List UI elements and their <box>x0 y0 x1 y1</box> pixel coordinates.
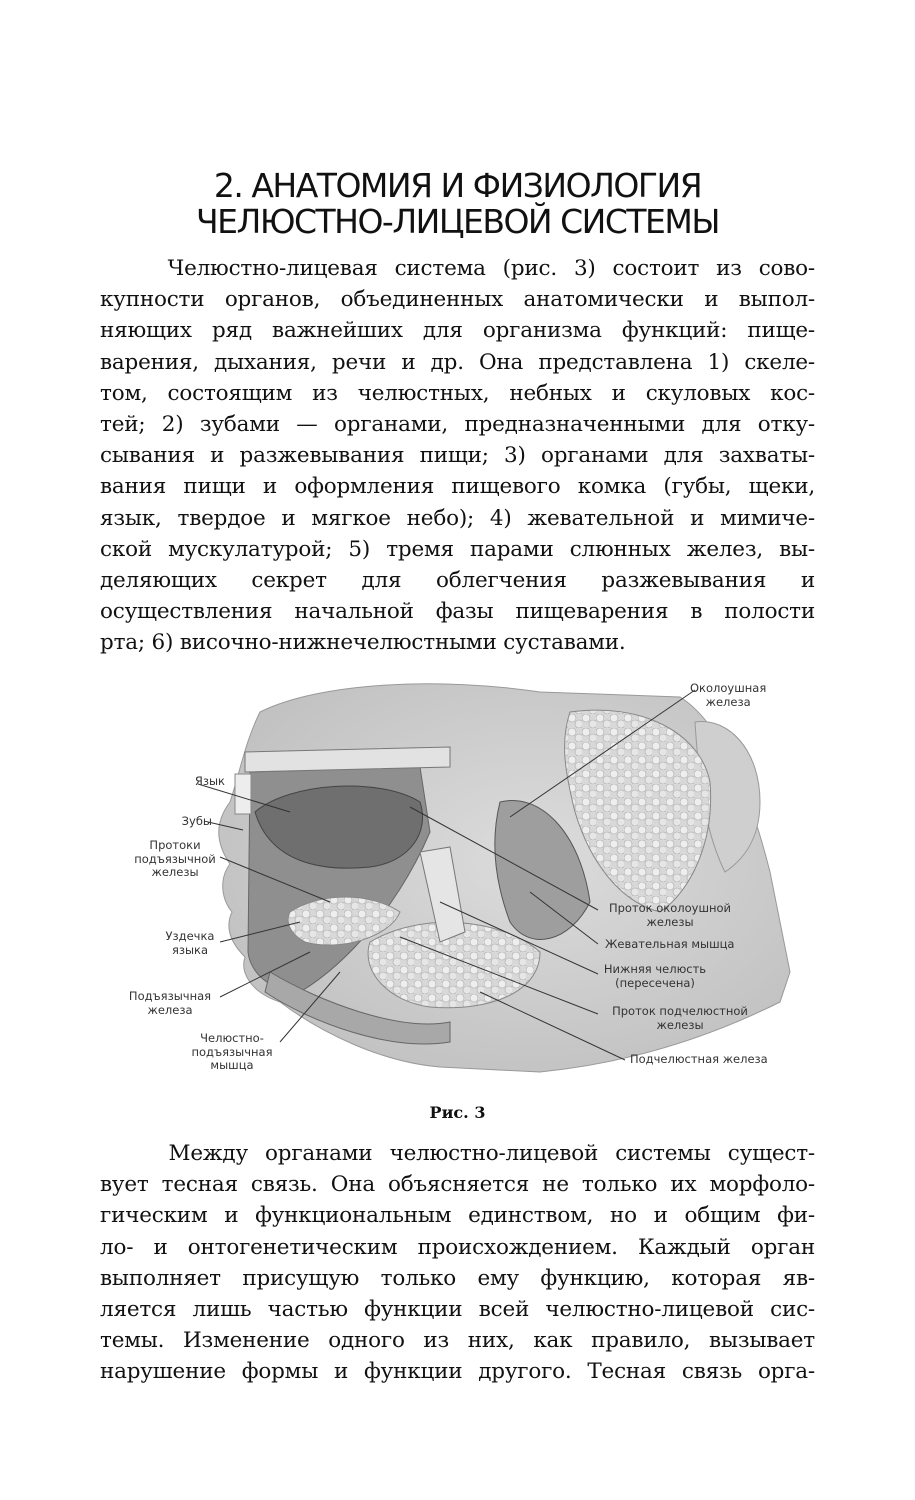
paragraph-intro <box>100 253 815 658</box>
text-line: Челюстно-лицевая система (рис. 3) состоит из сово- <box>100 256 815 281</box>
figure-caption: Рис. 3 <box>429 1103 486 1122</box>
label-line: Жевательная мышца <box>605 937 735 951</box>
chapter-title <box>0 168 915 240</box>
label-line: подъязычной <box>134 851 216 866</box>
label-sublingual-gland <box>120 990 220 1017</box>
text-line: Между органами челюстно-лицевой системы сущест- <box>100 1141 815 1166</box>
teeth <box>235 774 251 814</box>
label-line: подъязычная <box>191 1044 273 1059</box>
label-line: Околоушная <box>690 681 767 695</box>
label-line: Подчелюстная железа <box>630 1052 768 1066</box>
label-line: (пересечена) <box>615 975 695 990</box>
text-line: тей; 2) зубами — органами, предназначенными для отку- <box>100 411 815 437</box>
anatomy-figure <box>120 672 800 1082</box>
label-line: железа <box>705 694 751 709</box>
text-line: ляется лишь частью функции всей челюстно-лицевой сис- <box>100 1296 815 1322</box>
label-submandibular-duct <box>605 1005 755 1032</box>
label-line: Язык <box>194 774 225 788</box>
label-line: Зубы <box>181 814 212 828</box>
label-line: Уздечка <box>165 929 215 943</box>
label-parotid-gland <box>690 682 766 709</box>
label-tongue <box>195 775 225 789</box>
label-line: Нижняя челюсть <box>603 962 707 976</box>
text-line: ской мускулатурой; 5) тремя парами слюнных желез, вы- <box>100 536 815 562</box>
text-line: деляющих секрет для облегчения разжевывания и <box>100 567 815 593</box>
palate <box>245 747 450 772</box>
label-line: железы <box>646 914 694 929</box>
text-line: купности органов, объединенных анатомически и выпол- <box>100 287 815 313</box>
text-line: вует тесная связь. Она объясняется не только их морфоло- <box>100 1172 815 1198</box>
label-sublingual-ducts <box>125 839 225 880</box>
label-line: железа <box>147 1002 193 1017</box>
text-line: том, состоящим из челюстных, небных и скуловых кос- <box>100 380 815 406</box>
text-line: язык, твердое и мягкое небо); 4) жевательной и мимиче- <box>100 505 815 531</box>
text-line: няющих ряд важнейших для организма функций: пище- <box>100 318 815 344</box>
text-line: гическим и функциональным единством, но и общим фи- <box>100 1203 815 1229</box>
label-line: Протоки <box>149 838 201 852</box>
label-line: Проток подчелюстной <box>612 1004 748 1018</box>
text-line: варения, дыхания, речи и др. Она представлена 1) скеле- <box>100 349 815 375</box>
text-line: осуществления начальной фазы пищеварения в полости <box>100 599 815 625</box>
label-line: Проток околоушной <box>608 901 732 915</box>
label-masseter <box>605 938 734 952</box>
text-line: ло- и онтогенетическим происхождением. Каждый орган <box>100 1234 815 1260</box>
label-mylohyoid-muscle <box>182 1032 282 1073</box>
label-line: железы <box>656 1017 704 1032</box>
text-line: выполняет присущую только ему функцию, которая яв- <box>100 1265 815 1291</box>
label-submandibular-gland <box>630 1053 768 1067</box>
chapter-title-line-2: ЧЕЛЮСТНО-ЛИЦЕВОЙ СИСТЕМЫ <box>196 202 719 241</box>
chapter-title-line-1: 2. АНАТОМИЯ И ФИЗИОЛОГИЯ <box>213 166 702 205</box>
label-tongue-frenulum <box>150 930 230 957</box>
label-teeth <box>182 815 212 829</box>
label-parotid-duct <box>600 902 740 929</box>
text-line: рта; 6) височно-нижнечелюстными суставами. <box>100 630 626 656</box>
paragraph-relations <box>100 1138 815 1388</box>
label-line: железы <box>151 865 199 879</box>
text-line: нарушение формы и функции другого. Тесная связь орга- <box>100 1359 815 1385</box>
label-mandible <box>600 963 710 990</box>
label-line: мышца <box>210 1058 254 1072</box>
label-line: Подъязычная <box>128 989 212 1003</box>
label-line: языка <box>171 942 209 957</box>
text-line: вания пищи и оформления пищевого комка (губы, щеки, <box>100 474 815 500</box>
label-line: Челюстно- <box>200 1031 264 1045</box>
text-line: сывания и разжевывания пищи; 3) органами для захваты- <box>100 443 815 469</box>
text-line: темы. Изменение одного из них, как правило, вызывает <box>100 1328 815 1354</box>
